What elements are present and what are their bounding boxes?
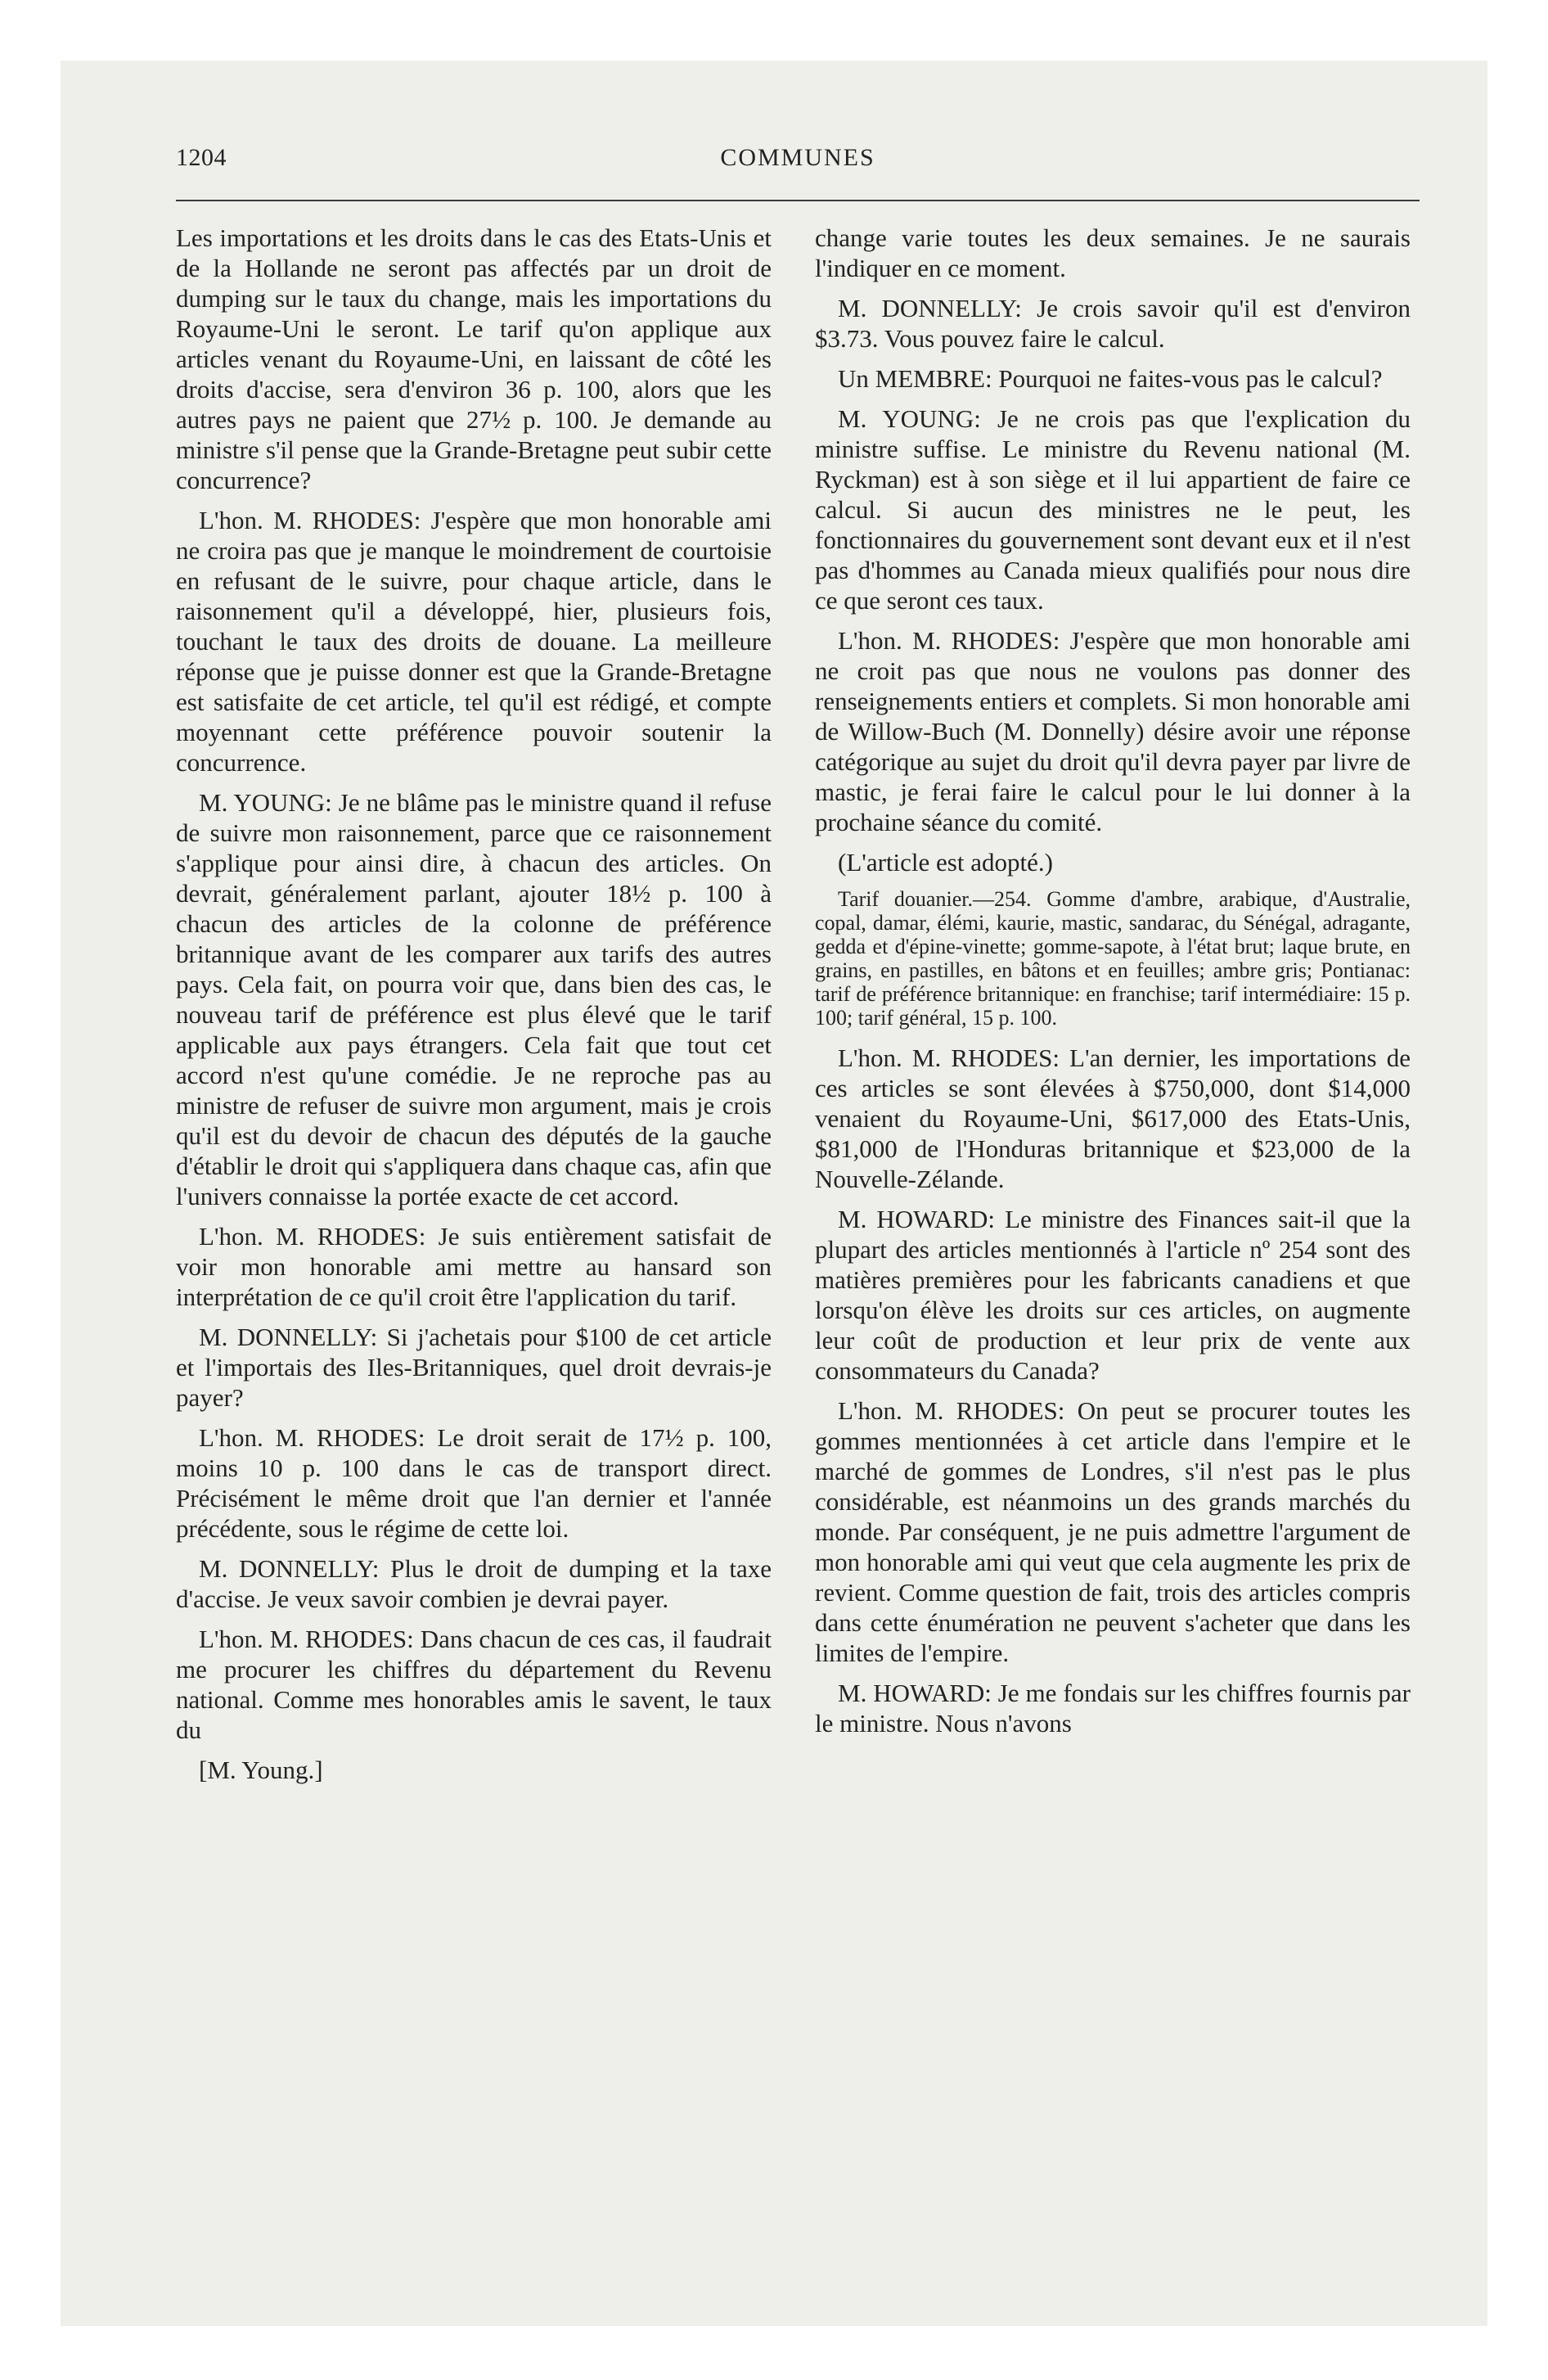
- paragraph: L'hon. M. RHODES: On peut se procurer toutes les gommes mentionnées à cet article dans l'empire et le marché de gommes de Londres, s'il n'est pas le plus considérable, est néanmoins un des grands marchés du monde. Par conséquent, je ne puis admettre l'argument de mon honorable ami qui veut que cela augmente les prix de revient. Comme question de fait, trois des articles compris dans cette énumération ne peuvent s'acheter que dans les limites de l'empire.: [815, 1396, 1411, 1667]
- right-column: [815, 223, 1411, 1748]
- paragraph: M. HOWARD: Le ministre des Finances sait-il que la plupart des articles mentionnés à l'article nº 254 sont des matières premières pour les fabricants canadiens et que lorsqu'on élève les droits sur ces articles, on augmente leur coût de production et leur prix de vente aux consommateurs du Canada?: [815, 1205, 1411, 1385]
- paragraph: M. YOUNG: Je ne blâme pas le ministre quand il refuse de suivre mon raisonnement, parce que ce raisonnement s'applique pour ainsi dire, à chacun des articles. On devrait, généralement parlant, ajouter 18½ p. 100 à chacun des articles de la colonne de préférence britannique avant de les comparer aux tarifs des autres pays. Cela fait, on pourra voir que, dans bien des cas, le nouveau tarif de préférence est plus élevé que le tarif applicable aux pays étrangers. Cela fait que tout cet accord n'est qu'une comédie. Je ne reproche pas au ministre de refuser de suivre mon argument, mais je crois qu'il est du devoir de chacun des députés de la gauche d'établir le droit qui s'appliquera dans chaque cas, afin que l'univers connaisse la portée exacte de cet accord.: [176, 788, 772, 1210]
- paragraph: L'hon. M. RHODES: J'espère que mon honorable ami ne croit pas que nous ne voulons pas donner des renseignements entiers et complets. Si mon honorable ami de Willow-Buch (M. Donnelly) désire avoir une réponse catégorique au sujet du droit qu'il devra payer par livre de mastic, je ferai faire le calcul pour le lui donner à la prochaine séance du comité.: [815, 626, 1411, 836]
- running-head: [176, 144, 1420, 174]
- paragraph: M. DONNELLY: Je crois savoir qu'il est d'environ $3.73. Vous pouvez faire le calcul.: [815, 294, 1411, 353]
- paragraph: L'hon. M. RHODES: Le droit serait de 17½ p. 100, moins 10 p. 100 dans le cas de transport direct. Précisément le même droit que l'an dernier et l'année précédente, sous le régime de cette loi.: [176, 1423, 772, 1543]
- paragraph: M. HOWARD: Je me fondais sur les chiffres fournis par le ministre. Nous n'avons: [815, 1679, 1411, 1738]
- paragraph: Un MEMBRE: Pourquoi ne faites-vous pas le calcul?: [838, 364, 1383, 393]
- paragraph: M. DONNELLY: Plus le droit de dumping et la taxe d'accise. Je veux savoir combien je devrai payer.: [176, 1554, 772, 1613]
- paragraph: M. YOUNG: Je ne crois pas que l'explication du ministre suffise. Le ministre du Revenu national (M. Ryckman) est à son siège et il lui appartient de faire ce calcul. Si aucun des ministres ne le peut, les fonctionnaires du gouvernement sont devant eux et il n'est pas d'hommes au Canada mieux qualifiés pour nous dire ce que seront ces taux.: [815, 404, 1411, 615]
- paragraph: L'hon. M. RHODES: J'espère que mon honorable ami ne croira pas que je manque le moindrement de courtoisie en refusant de le suivre, pour chaque article, dans le raisonnement qu'il a développé, hier, plusieurs fois, touchant le taux des droits de douane. La meilleure réponse que je puisse donner est que la Grande-Bretagne est satisfaite de cet article, tel qu'il est rédigé, et compte moyennant cette préférence pouvoir soutenir la concurrence.: [176, 506, 772, 777]
- page-number: 1204: [176, 144, 227, 171]
- paragraph: L'hon. M. RHODES: Je suis entièrement satisfait de voir mon honorable ami mettre au hansard son interprétation de ce qu'il croit être l'application du tarif.: [176, 1222, 772, 1311]
- paragraph: L'hon. M. RHODES: L'an dernier, les importations de ces articles se sont élevées à $750,000, dont $14,000 venaient du Royaume-Uni, $617,000 des Etats-Unis, $81,000 de l'Honduras britannique et $23,000 de la Nouvelle-Zélande.: [815, 1044, 1411, 1193]
- paragraph: (L'article est adopté.): [838, 848, 1053, 877]
- speaker-footer: [M. Young.]: [199, 1756, 323, 1784]
- journal-title: COMMUNES: [720, 144, 875, 171]
- paragraph: Les importations et les droits dans le cas des Etats-Unis et de la Hollande ne seront pas affectés par un droit de dumping sur le taux du change, mais les importations du Royaume-Uni le seront. Le tarif qu'on applique aux articles venant du Royaume-Uni, en laissant de côté les droits d'accise, sera d'environ 36 p. 100, alors que les autres pays ne paient que 27½ p. 100. Je demande au ministre s'il pense que la Grande-Bretagne peut subir cette concurrence?: [176, 223, 772, 494]
- paragraph: L'hon. M. RHODES: Dans chacun de ces cas, il faudrait me procurer les chiffres du département du Revenu national. Comme mes honorables amis le savent, le taux du: [176, 1625, 772, 1744]
- header-rule: [176, 200, 1420, 201]
- tariff-item: Tarif douanier.—254. Gomme d'ambre, arabique, d'Australie, copal, damar, élémi, kaurie, mastic, sandarac, du Sénégal, adragante, gedda et d'épine-vinette; gomme-sapote, à l'état brut; laque brute, en grains, en pastilles, en bâtons et en feuilles; ambre gris; Pontianac: tarif de préférence britannique: en franchise; tarif intermédiaire: 15 p. 100; tarif général, 15 p. 100.: [815, 887, 1411, 1030]
- paragraph: M. DONNELLY: Si j'achetais pour $100 de cet article et l'importais des Iles-Britanniques, quel droit devrais-je payer?: [176, 1323, 772, 1412]
- left-column: [176, 223, 772, 1795]
- paragraph: change varie toutes les deux semaines. Je ne saurais l'indiquer en ce moment.: [815, 223, 1411, 282]
